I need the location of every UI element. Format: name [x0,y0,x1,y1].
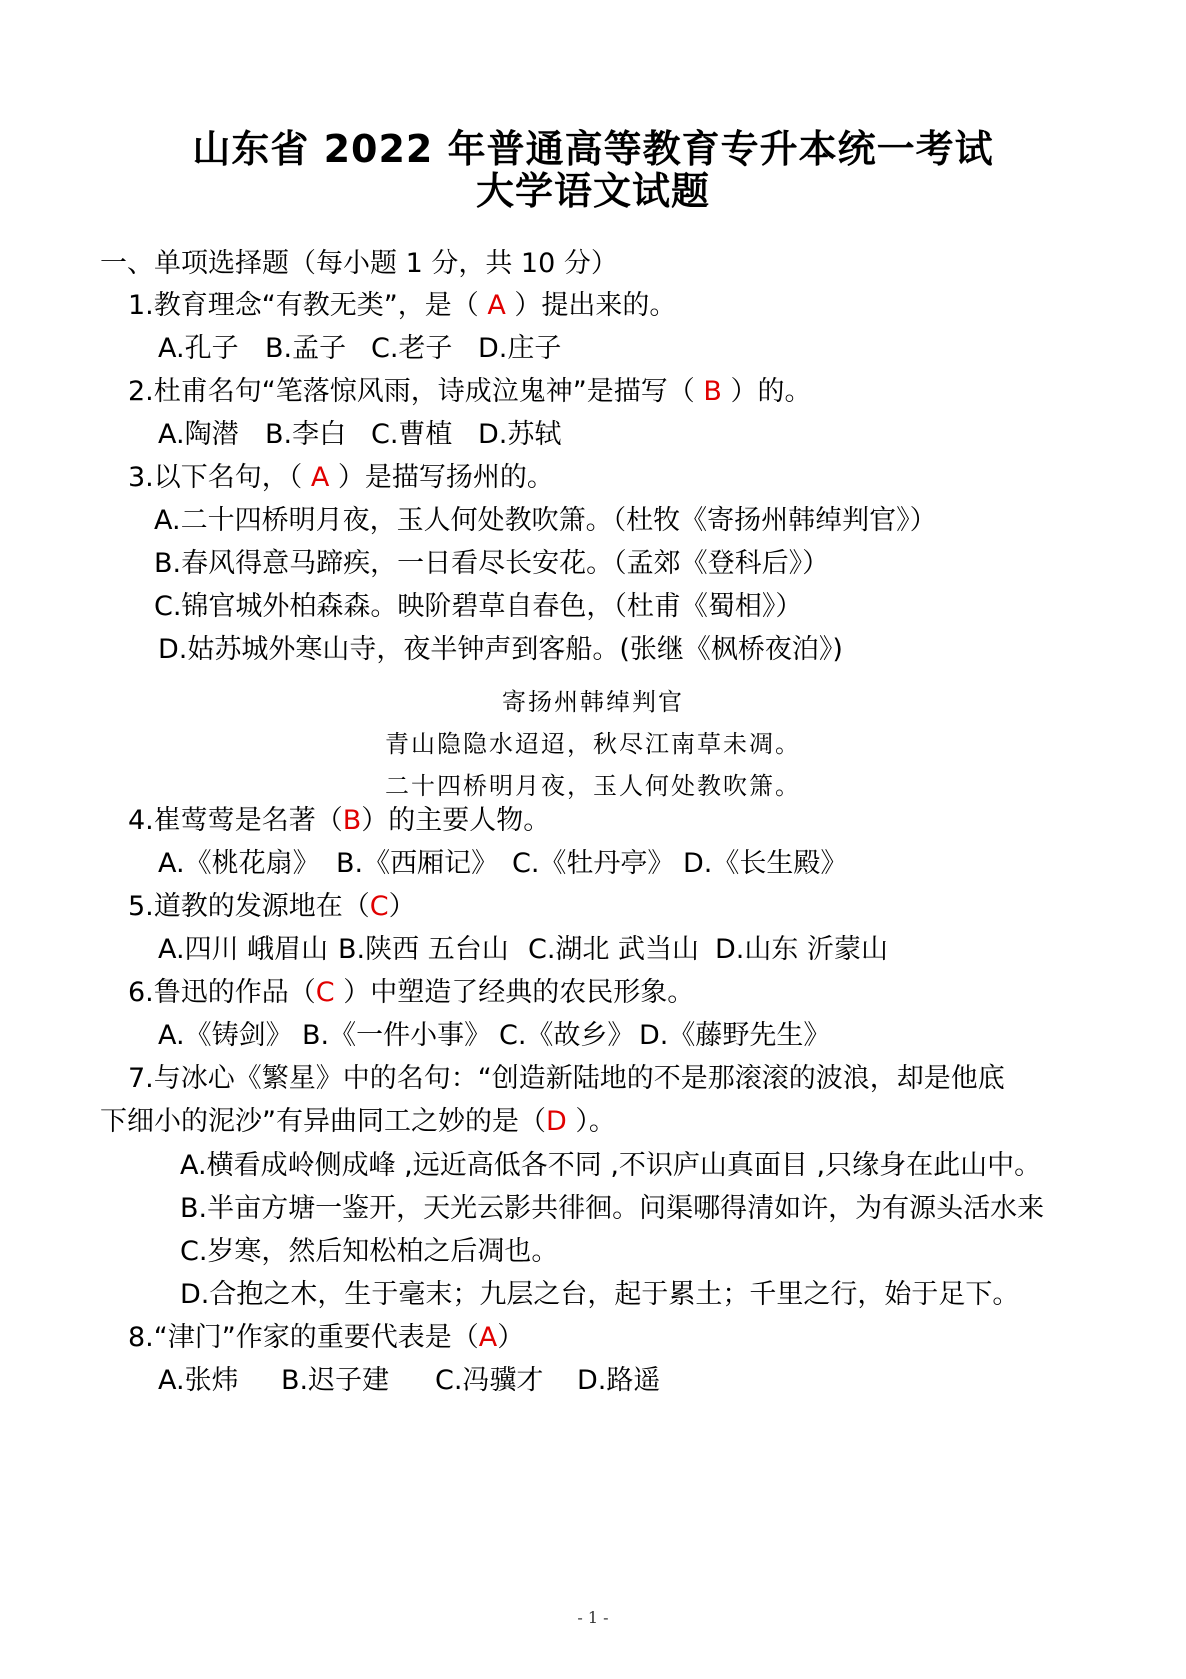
question-6-options [158,1018,830,1054]
option: A.孔子 [158,333,239,364]
question-1-options [158,331,561,367]
option: C.《牡丹亭》 [512,848,675,879]
question-1-post: ）提出来的。 [514,290,677,321]
question-4 [128,803,550,839]
question-5-pre: 5.道教的发源地在（ [128,891,370,922]
question-8-pre: 8.“津门”作家的重要代表是（ [128,1322,479,1353]
option: B.《西厢记》 [336,848,499,879]
question-7-option-c: C.岁寒，然后知松柏之后凋也。 [180,1236,559,1267]
question-3-post: ）是描写扬州的。 [337,462,554,493]
question-6-post: ）中塑造了经典的农民形象。 [343,977,695,1008]
section-heading: 一、单项选择题（每小题 1 分，共 10 分） [100,248,618,279]
question-4-options [158,846,847,882]
question-2-pre: 2.杜甫名句“笔落惊风雨，诗成泣鬼神”是描写（ [128,376,695,407]
question-3-answer: A [302,462,338,493]
question-8-answer: A [478,1322,498,1353]
option: C.冯骥才 [435,1365,544,1396]
question-3-option-c: C.锦官城外柏森森。映阶碧草自春色，（杜甫《蜀相》） [154,591,803,622]
question-6-answer: C [315,977,344,1008]
question-3-option-d: D.姑苏城外寒山寺，夜半钟声到客船。(张继《枫桥夜泊》) [158,634,843,665]
question-2-answer: B [694,376,731,407]
question-7-pre: 下细小的泥沙”有异曲同工之妙的是（ [100,1106,546,1137]
question-4-post: ）的主要人物。 [361,805,551,836]
option: A.《桃花扇》 [158,848,320,879]
question-3 [128,460,554,496]
question-7-option-d: D.合抱之木，生于毫末；九层之台，起于累土；千里之行，始于足下。 [180,1279,1020,1310]
question-8 [128,1320,524,1356]
question-5-answer: C [369,891,389,922]
question-7-post: ）。 [575,1106,616,1137]
question-7-line-2 [100,1104,616,1140]
question-5 [128,889,416,925]
option: C.《故乡》 [499,1020,635,1051]
poem-line-1: 青山隐隐水迢迢，秋尽江南草未凋。 [385,730,801,758]
option: B.《一件小事》 [302,1020,492,1051]
option: D.苏轼 [478,419,562,450]
page-number: - 1 - [577,1608,609,1627]
option: A.《铸剑》 [158,1020,293,1051]
question-8-post: ） [497,1322,525,1353]
question-1 [128,288,676,324]
option: D.《藤野先生》 [639,1020,831,1051]
exam-title-line2: 大学语文试题 [475,169,710,213]
question-1-pre: 1.教育理念“有教无类”，是（ [128,290,479,321]
option: C.老子 [371,333,453,364]
option: B.陕西 五台山 [338,934,509,965]
option: A.陶潜 [158,419,239,450]
question-4-pre: 4.崔莺莺是名著（ [128,805,343,836]
question-5-post: ） [388,891,416,922]
option: D.《长生殿》 [683,848,848,879]
option: B.李白 [265,419,347,450]
question-7-option-a: A.横看成岭侧成峰 ,远近高低各不同 ,不识庐山真面目 ,只缘身在此山中。 [180,1150,1042,1181]
option: D.山东 沂蒙山 [715,934,888,965]
option: D.庄子 [478,333,562,364]
option: B.孟子 [265,333,347,364]
option: A.张炜 [158,1365,239,1396]
poem-title: 寄扬州韩绰判官 [502,688,684,716]
question-3-option-b: B.春风得意马蹄疾，一日看尽长安花。（孟郊《登科后》） [154,548,830,579]
question-6 [128,975,694,1011]
option: C.曹植 [371,419,453,450]
question-7-option-b: B.半亩方塘一鉴开，天光云影共徘徊。问渠哪得清如许，为有源头活水来 [180,1193,1045,1224]
question-7-answer: D [546,1106,576,1137]
option: B.迟子建 [281,1365,390,1396]
question-2-options [158,417,561,453]
option: D.路遥 [577,1365,661,1396]
question-4-answer: B [342,805,362,836]
question-2-post: ）的。 [730,376,812,407]
question-3-pre: 3.以下名句，（ [128,462,303,493]
question-2 [128,374,811,410]
question-5-options [158,932,888,968]
exam-title-line1: 山东省 2022 年普通高等教育专升本统一考试 [192,127,994,171]
option: A.四川 峨眉山 [158,934,329,965]
question-8-options [158,1363,660,1399]
poem-line-2: 二十四桥明月夜，玉人何处教吹箫。 [385,772,801,800]
question-1-answer: A [478,290,515,321]
question-6-pre: 6.鲁迅的作品（ [128,977,316,1008]
question-3-option-a: A.二十四桥明月夜，玉人何处教吹箫。（杜牧《寄扬州韩绰判官》） [154,505,937,536]
option: C.湖北 武当山 [528,934,700,965]
question-7-line-1: 7.与冰心《繁星》中的名句：“创造新陆地的不是那滚滚的波浪，却是他底 [128,1063,1005,1094]
